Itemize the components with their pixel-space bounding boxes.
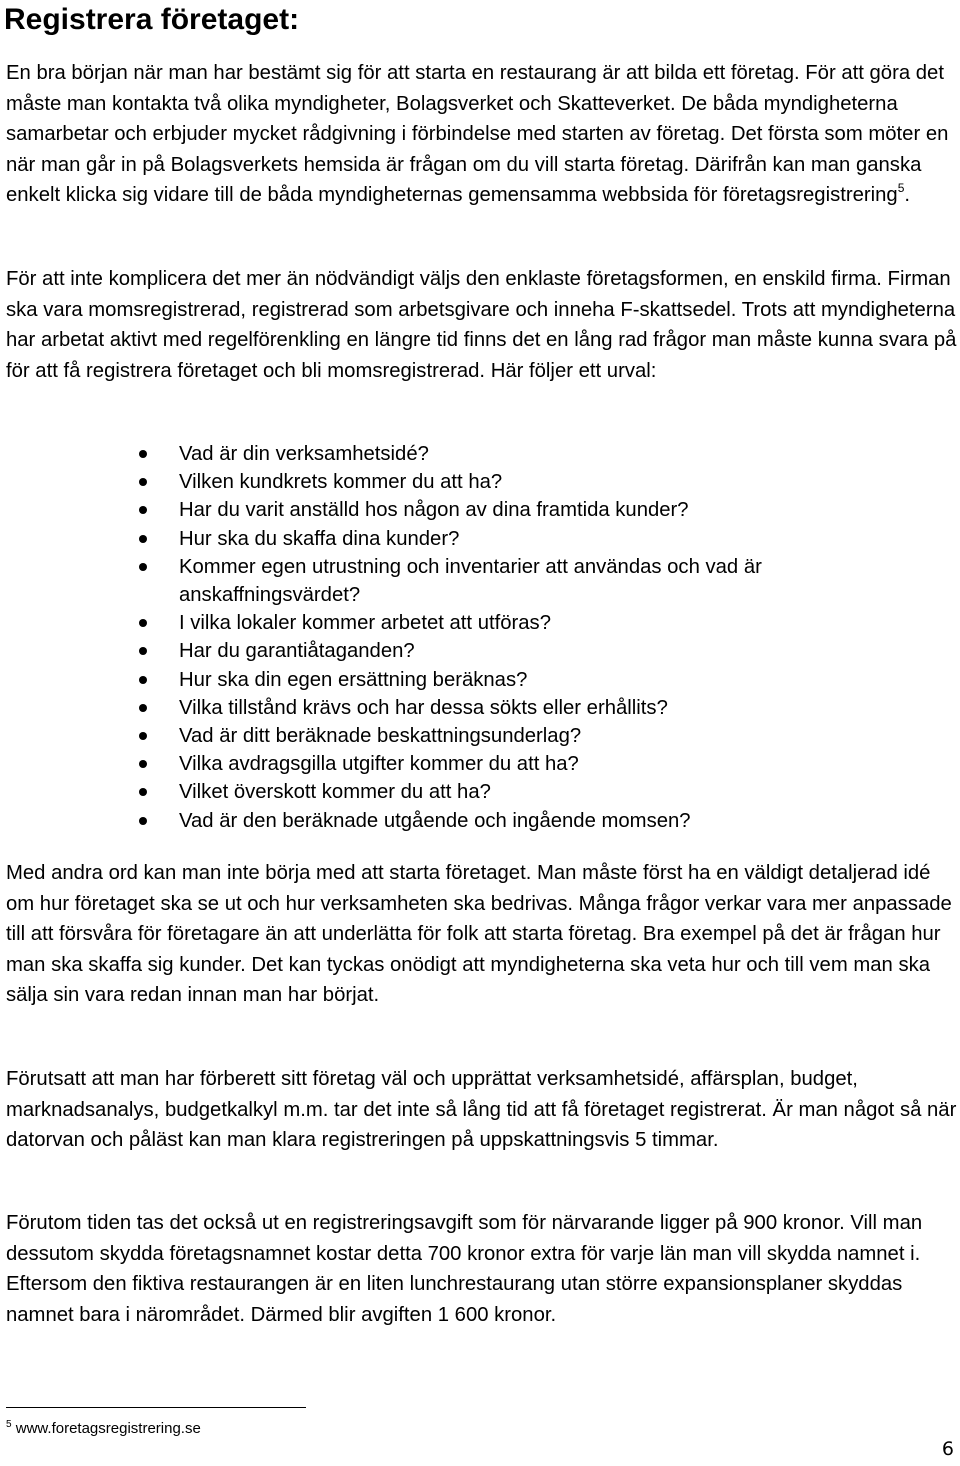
bullet-icon — [139, 676, 147, 684]
bullet-icon — [139, 704, 147, 712]
bullet-icon — [139, 647, 147, 655]
footnote-number: 5 — [6, 1419, 12, 1430]
question-text: Vilka avdragsgilla utgifter kommer du att ha? — [179, 753, 579, 776]
bullet-icon — [139, 450, 147, 458]
question-item — [0, 750, 879, 778]
footnote-separator — [6, 1407, 306, 1408]
question-item — [0, 722, 879, 750]
question-item — [0, 637, 879, 665]
paragraph-preparation: Förutsatt att man har förberett sitt företag väl och upprättat verksamhetsidé, affärsplan, budget, marknadsanalys, budgetkalkyl m.m. tar det inte så lång tid att få företaget registrerat. Är man något så när datorvan och påläst kan man klara registreringen på uppskattningsvis 5 timmar. — [6, 1068, 957, 1152]
question-text: Hur ska du skaffa dina kunder? — [179, 527, 460, 550]
question-item — [0, 609, 879, 637]
question-text: Har du varit anställd hos någon av dina framtida kunder? — [179, 499, 689, 522]
question-item — [0, 553, 879, 609]
intro-text: En bra början när man har bestämt sig för att starta en restaurang är att bilda ett företag. För att göra det måste man kontakta två olika myndigheter, Bolagsverket och Skatteverket. De båda myndigheterna samarbetar och erbjuder mycket rådgivning i förbindelse med starten av företag. Det första som möter en när man går in på Bolagsverkets hemsida är frågan om du vill starta företag. Därifrån kan man ganska enkelt klicka sig vidare till de båda myndigheternas gemensamma webbsida för företagsregistrering — [6, 62, 949, 207]
question-text: Hur ska din egen ersättning beräknas? — [179, 668, 528, 691]
question-text: Vilken kundkrets kommer du att ha? — [179, 471, 503, 494]
question-item — [0, 694, 879, 722]
bullet-icon — [139, 760, 147, 768]
question-item — [0, 778, 879, 806]
bullet-icon — [139, 478, 147, 486]
bullet-icon — [139, 788, 147, 796]
question-text: Vad är ditt beräknade beskattningsunderlag? — [179, 725, 582, 748]
bullet-icon — [139, 619, 147, 627]
question-item — [0, 468, 879, 496]
question-item — [0, 496, 879, 524]
question-text: Vad är den beräknade utgående och ingående momsen? — [179, 809, 691, 832]
question-item — [0, 525, 879, 553]
question-item — [0, 440, 879, 468]
footnote-reference: 5 — [897, 181, 905, 196]
bullet-icon — [139, 535, 147, 543]
bullet-icon — [139, 506, 147, 514]
paragraph-fees: Förutom tiden tas det också ut en registreringsavgift som för närvarande ligger på 900 kronor. Vill man dessutom skydda företagsnamnet kostar detta 700 kronor extra för varje län man vill skydda namnet i. Eftersom den fiktiva restaurangen är en liten lunchrestaurang utan större expansionsplaner skyddas namnet bara i närområdet. Därmed blir avgiften 1 600 kronor. — [6, 1212, 923, 1326]
paragraph-other-words: Med andra ord kan man inte börja med att starta företaget. Man måste först ha en väldigt detaljerad idé om hur företaget ska se ut och hur verksamheten ska bedrivas. Många frågor verkar vara mer anpassade till att försvåra för företagare än att underlätta för folk att starta företag. Bra exempel på det är frågan hur man ska skaffa sig kunder. Det kan tyckas onödigt att myndigheterna ska veta hur och till vem man ska sälja sin vara redan innan man har börjat. — [6, 862, 952, 1007]
bullet-icon — [139, 817, 147, 825]
question-text: I vilka lokaler kommer arbetet att utföras? — [179, 612, 551, 635]
footnote — [6, 1420, 201, 1438]
paragraph-company-form: För att inte komplicera det mer än nödvändigt väljs den enklaste företagsformen, en enskild firma. Firman ska vara momsregistrerad, registrerad som arbetsgivare och inneha F-skattsedel. Trots att myndigheterna har arbetat aktivt med regelförenkling en längre tid finns det en lång rad frågor man måste kunna svara på för att få registrera företaget och bli momsregistrerad. Här följer ett urval: — [6, 268, 957, 382]
question-item — [0, 666, 879, 694]
bullet-icon — [139, 563, 147, 571]
question-text: Vilka tillstånd krävs och har dessa sökts eller erhållits? — [179, 696, 668, 719]
question-text: Har du garantiåtaganden? — [179, 640, 415, 663]
question-text: Vad är din verksamhetsidé? — [179, 443, 429, 465]
question-item — [0, 807, 879, 835]
question-text: Vilket överskott kommer du att ha? — [179, 781, 491, 804]
bullet-icon — [139, 732, 147, 740]
question-list — [0, 440, 960, 835]
question-text: Kommer egen utrustning och inventarier att användas och vad är anskaffningsvärdet? — [179, 555, 762, 607]
intro-paragraph — [6, 58, 958, 211]
section-heading: Registrera företaget: — [4, 3, 300, 36]
footnote-link[interactable]: www.foretagsregistrering.se — [15, 1420, 201, 1437]
page-number: 6 — [941, 1438, 954, 1460]
intro-end: . — [904, 184, 911, 207]
